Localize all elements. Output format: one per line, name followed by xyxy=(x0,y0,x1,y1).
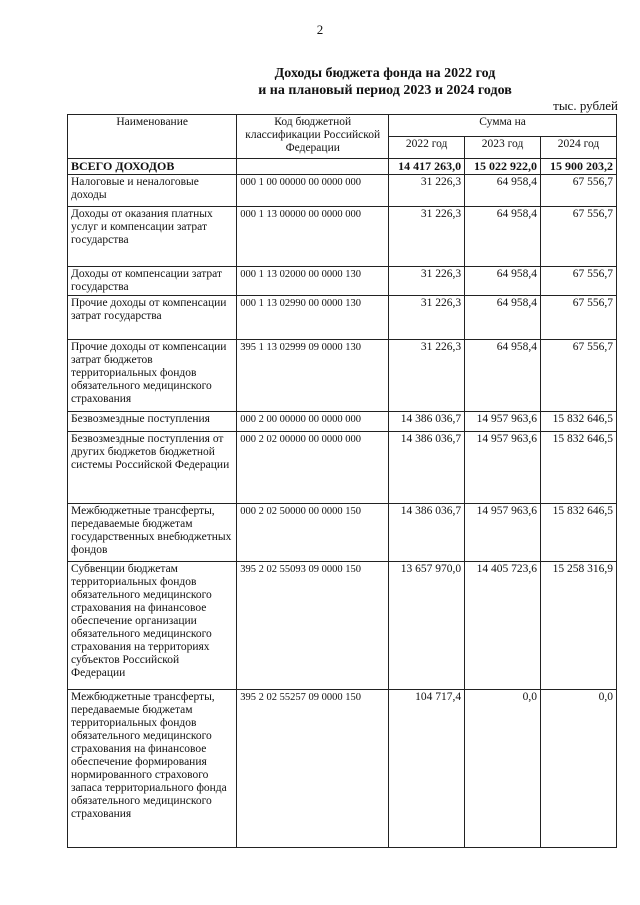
row-value-2022: 31 226,3 xyxy=(389,340,465,412)
row-value-2023: 64 958,4 xyxy=(465,267,541,296)
row-value-2023: 14 405 723,6 xyxy=(465,562,541,690)
row-value-2023: 14 957 963,6 xyxy=(465,432,541,504)
row-value-2022: 31 226,3 xyxy=(389,296,465,340)
row-value-2023: 64 958,4 xyxy=(465,207,541,267)
row-value-2024: 67 556,7 xyxy=(541,296,617,340)
row-code: 000 1 00 00000 00 0000 000 xyxy=(237,175,389,207)
row-value-2024: 15 832 646,5 xyxy=(541,504,617,562)
row-code xyxy=(237,159,389,175)
table-row xyxy=(68,432,617,504)
table-row xyxy=(68,340,617,412)
row-value-2024: 0,0 xyxy=(541,690,617,848)
header-year-2023: 2023 год xyxy=(465,137,541,159)
header-name: Наименование xyxy=(68,115,237,159)
row-value-2022: 31 226,3 xyxy=(389,267,465,296)
row-code: 395 2 02 55257 09 0000 150 xyxy=(237,690,389,848)
row-code: 000 1 13 02000 00 0000 130 xyxy=(237,267,389,296)
row-name: ВСЕГО ДОХОДОВ xyxy=(68,159,237,175)
document-title xyxy=(210,65,560,99)
row-value-2022: 14 386 036,7 xyxy=(389,412,465,432)
row-value-2022: 104 717,4 xyxy=(389,690,465,848)
row-name: Межбюджетные трансферты, передаваемые бюджетам государственных внебюджетных фондов xyxy=(68,504,237,562)
table-row xyxy=(68,562,617,690)
table-row xyxy=(68,296,617,340)
header-code: Код бюджетной классификации Российской Федерации xyxy=(237,115,389,159)
row-value-2024: 15 832 646,5 xyxy=(541,432,617,504)
row-code: 000 2 02 00000 00 0000 000 xyxy=(237,432,389,504)
row-name: Прочие доходы от компенсации затрат государства xyxy=(68,296,237,340)
row-code: 000 1 13 02990 00 0000 130 xyxy=(237,296,389,340)
row-value-2023: 14 957 963,6 xyxy=(465,412,541,432)
row-value-2023: 0,0 xyxy=(465,690,541,848)
row-value-2022: 31 226,3 xyxy=(389,175,465,207)
title-line-2: и на плановый период 2023 и 2024 годов xyxy=(258,83,512,98)
row-value-2024: 67 556,7 xyxy=(541,207,617,267)
title-line-1: Доходы бюджета фонда на 2022 год xyxy=(274,66,496,81)
row-code: 395 1 13 02999 09 0000 130 xyxy=(237,340,389,412)
row-name: Субвенции бюджетам территориальных фондов обязательного медицинского страхования на финансовое обеспечение организации обязательного медицинского страхования на территориях субъектов Российской Федерации xyxy=(68,562,237,690)
row-value-2022: 31 226,3 xyxy=(389,207,465,267)
row-code: 000 1 13 00000 00 0000 000 xyxy=(237,207,389,267)
row-value-2022: 14 417 263,0 xyxy=(389,159,465,175)
row-value-2024: 15 258 316,9 xyxy=(541,562,617,690)
row-value-2023: 64 958,4 xyxy=(465,296,541,340)
row-value-2022: 13 657 970,0 xyxy=(389,562,465,690)
table-row xyxy=(68,175,617,207)
row-value-2022: 14 386 036,7 xyxy=(389,432,465,504)
table-row xyxy=(68,504,617,562)
row-name: Доходы от оказания платных услуг и компенсации затрат государства xyxy=(68,207,237,267)
row-value-2023: 64 958,4 xyxy=(465,175,541,207)
row-value-2024: 15 900 203,2 xyxy=(541,159,617,175)
table-row xyxy=(68,412,617,432)
row-value-2024: 67 556,7 xyxy=(541,267,617,296)
row-code: 000 2 02 50000 00 0000 150 xyxy=(237,504,389,562)
row-code: 395 2 02 55093 09 0000 150 xyxy=(237,562,389,690)
table-row xyxy=(68,267,617,296)
row-name: Налоговые и неналоговые доходы xyxy=(68,175,237,207)
row-name: Прочие доходы от компенсации затрат бюджетов территориальных фондов обязательного медицинского страхования xyxy=(68,340,237,412)
table-row xyxy=(68,207,617,267)
header-year-2022: 2022 год xyxy=(389,137,465,159)
row-value-2023: 64 958,4 xyxy=(465,340,541,412)
row-value-2024: 15 832 646,5 xyxy=(541,412,617,432)
row-code: 000 2 00 00000 00 0000 000 xyxy=(237,412,389,432)
row-name: Доходы от компенсации затрат государства xyxy=(68,267,237,296)
total-row xyxy=(68,159,617,175)
row-name: Безвозмездные поступления xyxy=(68,412,237,432)
row-value-2023: 14 957 963,6 xyxy=(465,504,541,562)
row-name: Межбюджетные трансферты, передаваемые бюджетам территориальных фондов обязательного медицинского страхования на финансовое обеспечение формирования нормированного страхового запаса территориального фонда обязательного медицинского страхования xyxy=(68,690,237,848)
row-value-2024: 67 556,7 xyxy=(541,340,617,412)
table-row xyxy=(68,690,617,848)
row-name: Безвозмездные поступления от других бюджетов бюджетной системы Российской Федерации xyxy=(68,432,237,504)
budget-income-table xyxy=(67,114,617,848)
header-sum: Сумма на xyxy=(389,115,617,137)
row-value-2023: 15 022 922,0 xyxy=(465,159,541,175)
row-value-2024: 67 556,7 xyxy=(541,175,617,207)
units-label: тыс. рублей xyxy=(553,98,618,113)
page-number: 2 xyxy=(316,22,324,37)
row-value-2022: 14 386 036,7 xyxy=(389,504,465,562)
header-year-2024: 2024 год xyxy=(541,137,617,159)
